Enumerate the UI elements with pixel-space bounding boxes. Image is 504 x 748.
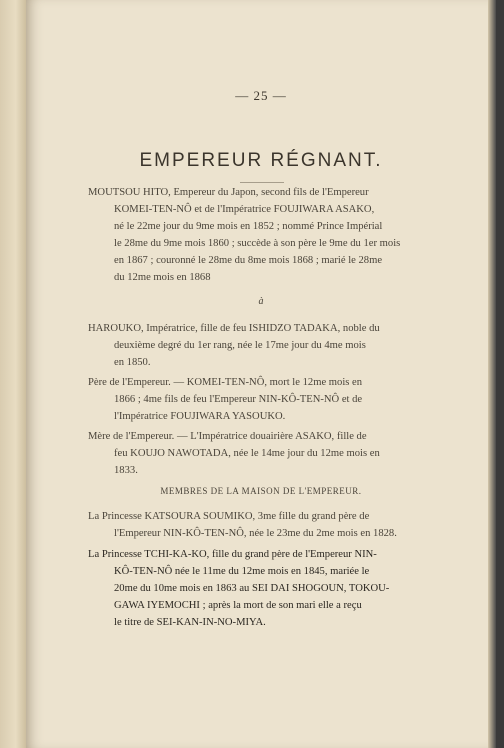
separator: à	[258, 296, 264, 307]
father-paragraph	[88, 374, 412, 425]
book-page	[26, 0, 496, 748]
mother-line-1: Mère de l'Empereur. — L'Impératrice douairière ASAKO, fille de	[88, 431, 367, 442]
emperor-line-2: KOMEI-TEN-NÔ et de l'Impératrice FOUJIWARA ASAKO,	[114, 204, 375, 215]
page-title: EMPEREUR RÉGNANT.	[139, 150, 383, 171]
member-1-paragraph	[88, 508, 412, 542]
emperor-line-6: du 12me mois en 1868	[114, 272, 211, 283]
member-2-line-3: 20me du 10me mois en 1863 au SEI DAI SHOGOUN, TOKOU-	[114, 583, 390, 594]
member-1-line-1: La Princesse KATSOURA SOUMIKO, 3me fille du grand père de	[88, 511, 370, 522]
emperor-line-1: MOUTSOU HITO, Empereur du Japon, second fils de l'Empereur	[88, 187, 369, 198]
father-line-3: l'Impératrice FOUJIWARA YASOUKO.	[114, 411, 286, 422]
member-1-line-2: l'Empereur NIN-KÔ-TEN-NÔ, née le 23me du 2me mois en 1828.	[114, 528, 397, 539]
member-2-line-1: La Princesse TCHI-KA-KO, fille du grand père de l'Empereur NIN-	[88, 549, 377, 560]
member-2-line-5: le titre de SEI-KAN-IN-NO-MIYA.	[114, 617, 266, 628]
mother-line-3: 1833.	[114, 465, 138, 476]
member-2-line-2: KÔ-TEN-NÔ née le 11me du 12me mois en 1845, mariée le	[114, 566, 370, 577]
father-line-1: Père de l'Empereur. — KOMEI-TEN-NÔ, mort le 12me mois en	[88, 377, 363, 388]
emperor-line-3: né le 22me jour du 9me mois en 1852 ; nommé Prince Impérial	[114, 221, 383, 232]
father-line-2: 1866 ; 4me fils de feu l'Empereur NIN-KÔ-TEN-NÔ et de	[114, 394, 363, 405]
member-2-line-4: GAWA IYEMOCHI ; après la mort de son mari elle a reçu	[114, 600, 362, 611]
member-2-paragraph	[88, 546, 412, 631]
empress-paragraph	[88, 320, 412, 371]
mother-paragraph	[88, 428, 412, 479]
page-left-margin	[0, 0, 26, 748]
page-number: — 25 —	[235, 88, 287, 103]
empress-line-1: HAROUKO, Impératrice, fille de feu ISHIDZO TADAKA, noble du	[88, 323, 380, 334]
emperor-paragraph	[88, 184, 412, 286]
emperor-line-5: en 1867 ; couronné le 28me du 8me mois 1868 ; marié le 28me	[114, 255, 383, 266]
empress-line-3: en 1850.	[114, 357, 151, 368]
empress-line-2: deuxième degré du 1er rang, née le 17me jour du 4me mois	[114, 340, 366, 351]
page-right-edge	[488, 0, 496, 748]
title-rule	[240, 182, 284, 183]
section-heading: MEMBRES DE LA MAISON DE L'EMPEREUR.	[160, 486, 362, 496]
mother-line-2: feu KOUJO NAWOTADA, née le 14me jour du 12me mois en	[114, 448, 380, 459]
emperor-line-4: le 28me du 9me mois 1860 ; succède à son père le 9me du 1er mois	[114, 238, 401, 249]
